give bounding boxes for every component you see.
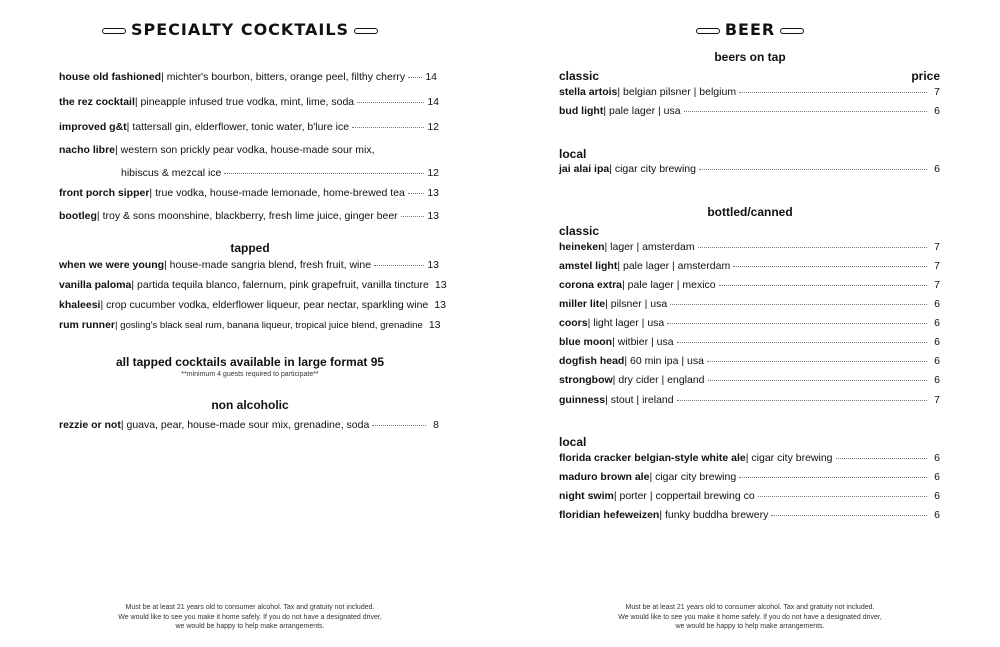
menu-item: house old fashioned | michter's bourbon, bitters, orange peel, filthy cherry 14 [59, 71, 437, 83]
non-alcoholic-heading: non alcoholic [211, 398, 289, 412]
leader-dots [739, 92, 927, 93]
price-column-label: price [911, 69, 940, 83]
leader-dots [739, 477, 927, 478]
title-ornament-right [354, 28, 378, 34]
menu-item: the rez cocktail | pineapple infused true vodka, mint, lime, soda 14 [59, 96, 439, 108]
leader-dots [719, 285, 927, 286]
leader-dots [836, 458, 927, 459]
beer-item: florida cracker belgian-style white ale | cigar city brewing 6 [559, 452, 940, 464]
beer-item: blue moon | witbier | usa 6 [559, 336, 940, 348]
footer-disclaimer: Must be at least 21 years old to consumer alcohol. Tax and gratuity not included. We would like to see you make it home safely. If you do not have a designated driver, we would be happy to help make arrangements. [118, 604, 382, 630]
title-ornament-left [696, 28, 720, 34]
menu-item: rum runner | gosling's black seal rum, banana liqueur, tropical juice blend, grenadine 13 [59, 319, 441, 331]
large-format-heading: all tapped cocktails available in large format 95 [115, 355, 385, 369]
menu-item: khaleesi | crop cucumber vodka, elderflower liqueur, pear nectar, sparkling wine 13 [59, 299, 446, 311]
leader-dots [699, 169, 927, 170]
beer-item: corona extra | pale lager | mexico 7 [559, 279, 940, 291]
tap-local-label: local [559, 147, 587, 161]
beer-menu-page [500, 0, 1000, 647]
leader-dots [708, 380, 927, 381]
beer-item: miller lite | pilsner | usa 6 [559, 298, 940, 310]
tap-classic-label: classic [559, 69, 600, 83]
beer-item: dogfish head | 60 min ipa | usa 6 [559, 355, 940, 367]
leader-dots [677, 342, 927, 343]
tapped-heading: tapped [230, 241, 270, 255]
leader-dots [698, 247, 927, 248]
bottled-local-label: local [559, 435, 587, 449]
beer-item: guinness | stout | ireland 7 [559, 394, 940, 406]
menu-item-continuation: hibiscus & mezcal ice 12 [121, 167, 439, 179]
leader-dots [733, 266, 927, 267]
title-ornament-right [780, 28, 804, 34]
leader-dots [374, 265, 424, 266]
leader-dots [372, 425, 426, 426]
leader-dots [224, 173, 424, 174]
footer-disclaimer: Must be at least 21 years old to consumer alcohol. Tax and gratuity not included. We would like to see you make it home safely. If you do not have a designated driver, we would be happy to help make arrangements. [618, 604, 882, 630]
menu-item: when we were young | house-made sangria blend, fresh fruit, wine 13 [59, 259, 439, 271]
leader-dots [670, 304, 927, 305]
leader-dots [408, 193, 424, 194]
leader-dots [401, 216, 425, 217]
beer-title: BEER [500, 20, 1000, 39]
large-format-note: **minimum 4 guests required to participate** [181, 371, 319, 378]
menu-item: improved g&t | tattersall gin, elderflower, tonic water, b'lure ice 12 [59, 121, 439, 133]
title-ornament-left [102, 28, 126, 34]
beers-on-tap-heading: beers on tap [714, 50, 786, 64]
leader-dots [667, 323, 927, 324]
menu-item: rezzie or not | guava, pear, house-made sour mix, grenadine, soda 8 [59, 419, 439, 431]
beer-item: bud light | pale lager | usa 6 [559, 105, 940, 117]
beer-item: amstel light | pale lager | amsterdam 7 [559, 260, 940, 272]
leader-dots [677, 400, 927, 401]
beer-item: night swim | porter | coppertail brewing co 6 [559, 490, 940, 502]
beer-item: floridian hefeweizen | funky buddha brewery 6 [559, 509, 940, 521]
cocktails-title: SPECIALTY COCKTAILS [20, 20, 460, 39]
beer-item: coors | light lager | usa 6 [559, 317, 940, 329]
beer-item: strongbow | dry cider | england 6 [559, 374, 940, 386]
leader-dots [684, 111, 927, 112]
menu-item: front porch sipper | true vodka, house-made lemonade, home-brewed tea 13 [59, 187, 439, 199]
menu-item: vanilla paloma | partida tequila blanco, falernum, pink grapefruit, vanilla tincture 13 [59, 279, 447, 291]
beer-item: jai alai ipa | cigar city brewing 6 [559, 163, 940, 175]
menu-item: bootleg | troy & sons moonshine, blackberry, fresh lime juice, ginger beer 13 [59, 210, 439, 222]
leader-dots [758, 496, 927, 497]
leader-dots [408, 77, 422, 78]
bottled-classic-label: classic [559, 224, 600, 238]
leader-dots [771, 515, 927, 516]
bottled-canned-heading: bottled/canned [707, 205, 793, 219]
menu-item: nacho libre | western son prickly pear vodka, house-made sour mix, [59, 144, 375, 156]
leader-dots [707, 361, 927, 362]
leader-dots [357, 102, 424, 103]
leader-dots [352, 127, 424, 128]
beer-item: stella artois | belgian pilsner | belgium 7 [559, 86, 940, 98]
beer-item: heineken | lager | amsterdam 7 [559, 241, 940, 253]
beer-item: maduro brown ale | cigar city brewing 6 [559, 471, 940, 483]
